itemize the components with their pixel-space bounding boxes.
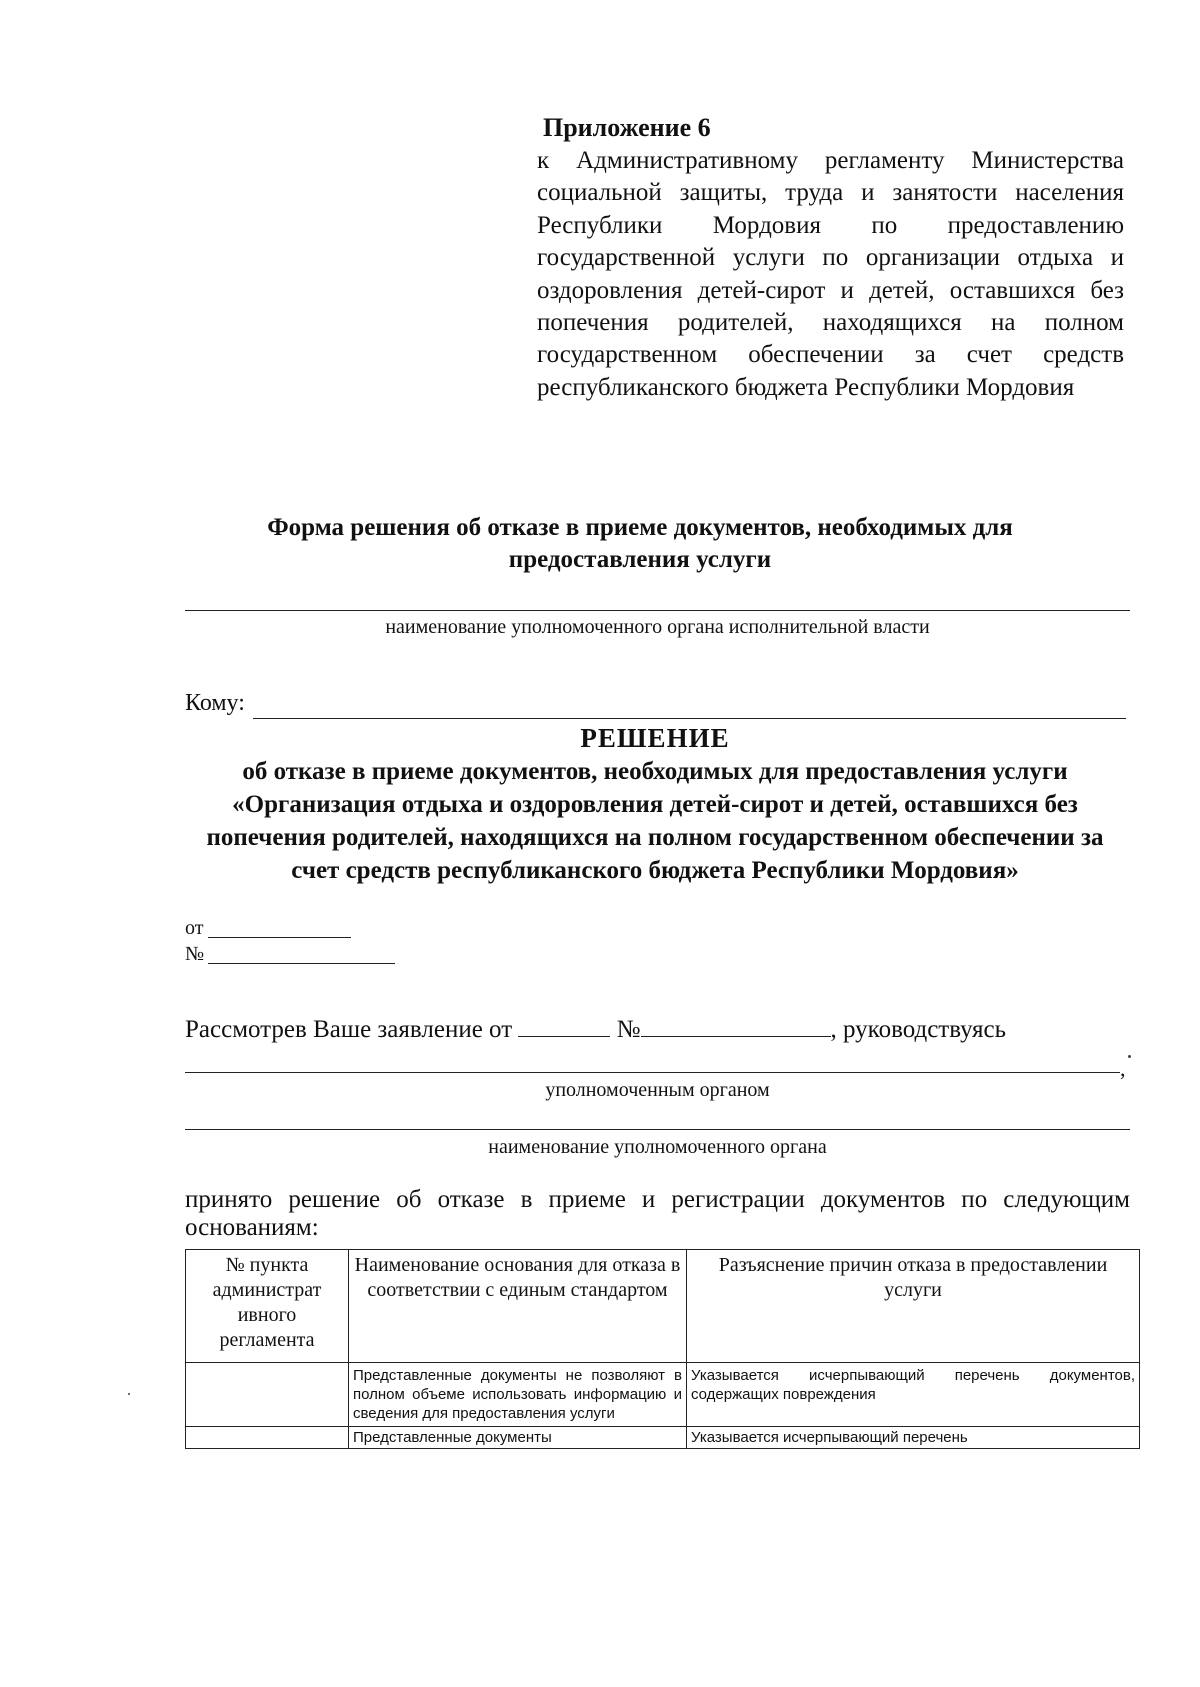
number-sign: №	[616, 1016, 641, 1043]
authority-line-1[interactable]	[185, 1072, 1120, 1073]
consideration-line	[185, 1016, 1006, 1044]
header-explanation: Разъяснение причин отказа в предоставлении услуги	[687, 1250, 1140, 1363]
decision-title	[160, 722, 1150, 887]
application-date-field[interactable]	[518, 1016, 610, 1037]
consideration-prefix: Рассмотрев Ваше заявление от	[185, 1016, 513, 1043]
number-label: №	[185, 943, 205, 965]
application-number-field[interactable]	[641, 1016, 831, 1037]
cell-explanation: Указывается исчерпывающий перечень	[687, 1427, 1140, 1449]
number-line[interactable]	[208, 963, 395, 964]
authority-caption-2: наименование уполномоченного органа	[488, 1136, 827, 1158]
cell-explanation: Указывается исчерпывающий перечень документов, содержащих повреждения	[687, 1363, 1140, 1427]
cell-clause[interactable]	[186, 1427, 349, 1449]
recipient-line[interactable]	[253, 718, 1126, 719]
decision-subtitle: об отказе в приеме документов, необходимых для предоставления услуги «Организация отдыха и оздоровления детей-сирот и детей, оставшихся без попечения родителей, находящихся на полном государственном обеспечении за счет средств республиканского бюджета Республики Мордовия»	[206, 758, 1104, 884]
authority-caption-1: уполномоченным органом	[545, 1079, 770, 1101]
refusal-reasons-table	[185, 1249, 1140, 1449]
appendix-heading: Приложение 6	[543, 113, 711, 142]
cell-reason: Представленные документы не позволяют в полном объеме использовать информацию и сведения для предоставления услуги	[349, 1363, 687, 1427]
decision-heading: РЕШЕНИЕ	[580, 723, 730, 753]
header-reason: Наименование основания для отказа в соответствии с единым стандартом	[349, 1250, 687, 1363]
cell-clause[interactable]	[186, 1363, 349, 1427]
date-label: от	[185, 917, 204, 939]
date-line[interactable]	[208, 937, 351, 938]
header-clause: № пункта администрат ивного регламента	[186, 1250, 349, 1363]
recipient-label: Кому:	[185, 690, 245, 716]
form-title: Форма решения об отказе в приеме документов, необходимых для предоставления услуги	[267, 514, 1013, 573]
consideration-suffix: , руководствуясь	[830, 1016, 1007, 1043]
line-end-comma: ,	[1120, 1056, 1126, 1081]
decision-text: принято решение об отказе в приеме и регистрации документов по следующим основаниям:	[185, 1186, 1130, 1241]
cell-reason: Представленные документы	[349, 1427, 687, 1449]
table-header-row	[186, 1250, 1140, 1363]
table-row	[186, 1427, 1140, 1449]
authority-caption: наименование уполномоченного органа исполнительной власти	[385, 616, 930, 638]
appendix-text: к Административному регламенту Министерства социальной защиты, труда и занятости населения Республики Мордовия по предоставлению государственной услуги по организации отдыха и оздоровления детей-сирот и детей, оставшихся без попечения родителей, находящихся на полном государственном обеспечении за счет средств республиканского бюджета Республики Мордовия	[537, 147, 1124, 401]
authority-line-2[interactable]	[185, 1129, 1130, 1130]
authority-name-line[interactable]	[185, 610, 1130, 611]
scan-speck	[128, 1393, 130, 1395]
table-row	[186, 1363, 1140, 1427]
scan-speck	[1128, 1055, 1131, 1058]
